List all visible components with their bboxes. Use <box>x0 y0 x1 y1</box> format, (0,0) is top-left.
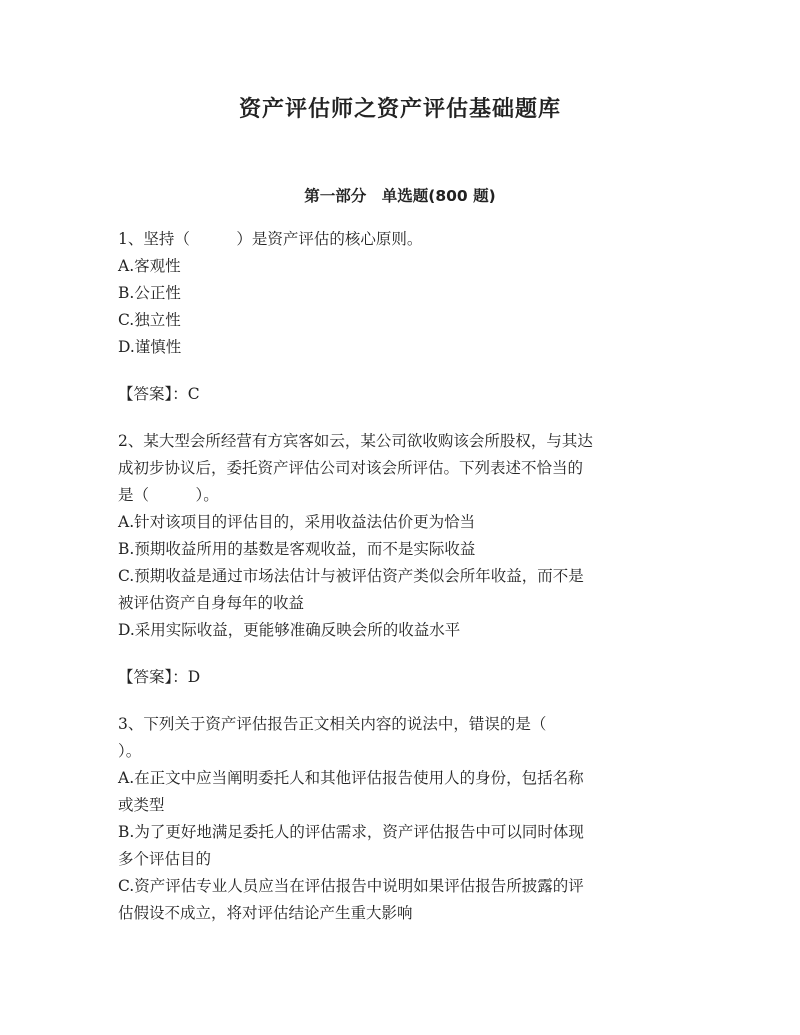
option-c: C.预期收益是通过市场法估计与被评估资产类似会所年收益，而不是 <box>118 567 584 585</box>
answer-label: 【答案】： <box>118 385 188 403</box>
option-c: C.独立性 <box>118 311 181 329</box>
question-stem-line: 3、下列关于资产评估报告正文相关内容的说法中，错误的是（ <box>118 715 547 733</box>
option-c-continued: 估假设不成立，将对评估结论产生重大影响 <box>118 904 413 922</box>
question-stem-line: 2、某大型会所经营有方宾客如云，某公司欲收购该会所股权，与其达 <box>118 432 593 450</box>
question-stem-line: 成初步协议后，委托资产评估公司对该会所评估。下列表述不恰当的 <box>118 459 584 477</box>
option-d: D.采用实际收益，更能够准确反映会所的收益水平 <box>118 621 461 639</box>
option-d: D.谨慎性 <box>118 338 182 356</box>
question-stem-line: ）。 <box>118 742 142 760</box>
option-b: B.为了更好地满足委托人的评估需求，资产评估报告中可以同时体现 <box>118 823 584 841</box>
question-stem-line: 是（ ）。 <box>118 486 219 504</box>
option-a: A.客观性 <box>118 257 181 275</box>
answer-value: D <box>187 668 201 686</box>
answer-label: 【答案】： <box>118 668 188 686</box>
question-stem-line: 1、坚持（ ）是资产评估的核心原则。 <box>118 230 423 248</box>
answer-line <box>118 664 688 691</box>
option-b: B.预期收益所用的基数是客观收益，而不是实际收益 <box>118 540 476 558</box>
question-3 <box>118 711 688 927</box>
answer-line <box>118 381 688 408</box>
option-a: A.在正文中应当阐明委托人和其他评估报告使用人的身份，包括名称 <box>118 769 584 787</box>
question-list <box>118 226 688 927</box>
option-b: B.公正性 <box>118 284 181 302</box>
document-title: 资产评估师之资产评估基础题库 <box>238 97 561 122</box>
option-a: A.针对该项目的评估目的，采用收益法估价更为恰当 <box>118 513 476 531</box>
option-c-continued: 被评估资产自身每年的收益 <box>118 594 305 612</box>
section-title: 第一部分 单选题(800 题) <box>304 187 496 205</box>
answer-value: C <box>187 385 200 403</box>
option-a-continued: 或类型 <box>118 796 165 814</box>
question-1 <box>118 226 688 408</box>
question-2 <box>118 428 688 691</box>
option-c: C.资产评估专业人员应当在评估报告中说明如果评估报告所披露的评 <box>118 877 584 895</box>
option-b-continued: 多个评估目的 <box>118 850 212 868</box>
